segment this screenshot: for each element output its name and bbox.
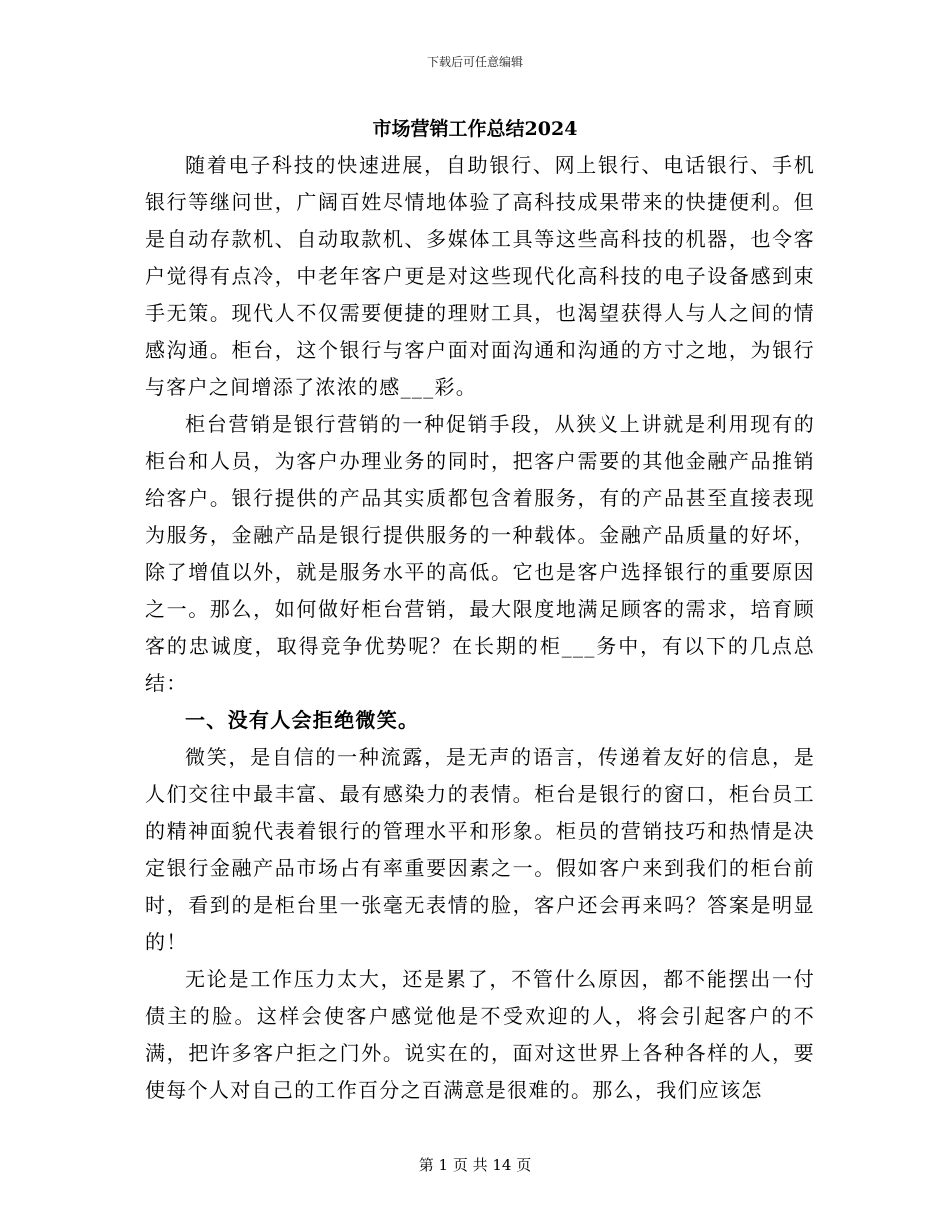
paragraph-counter-marketing: 柜台营销是银行营销的一种促销手段，从狭义上讲就是利用现有的柜台和人员，为客户办理业务的同时，把客户需要的其他金融产品推销给客户。银行提供的产品其实质都包含着服务，有的产品甚至直接表现为服务，金融产品是银行提供服务的一种载体。金融产品质量的好坏，除了增值以外，就是服务水平的高低。它也是客户选择银行的重要原因之一。那么，如何做好柜台营销，最大限度地满足顾客的需求，培育顾客的忠诚度，取得竞争优势呢？在长期的柜___务中，有以下的几点总结： xyxy=(145,412,815,695)
paragraph-smile: 微笑，是自信的一种流露，是无声的语言，传递着友好的信息，是人们交往中最丰富、最有感染力的表情。柜台是银行的窗口，柜台员工的精神面貌代表着银行的管理水平和形象。柜员的营销技巧和热情是决定银行金融产品市场占有率重要因素之一。假如客户来到我们的柜台前时，看到的是柜台里一张毫无表情的脸，客户还会再来吗？答案是明显的！ xyxy=(145,745,815,954)
document-title: 市场营销工作总结2024 xyxy=(372,118,578,140)
page-header-note: 下载后可任意编辑 xyxy=(426,55,523,69)
page-number-footer: 第 1 页 共 14 页 xyxy=(418,1156,532,1174)
paragraph-intro: 随着电子科技的快速进展，自助银行、网上银行、电话银行、手机银行等继问世，广阔百姓尽情地体验了高科技成果带来的快捷便利。但是自动存款机、自动取款机、多媒体工具等这些高科技的机器，也令客户觉得有点冷，中老年客户更是对这些现代化高科技的电子设备感到束手无策。现代人不仅需要便捷的理财工具，也渴望获得人与人之间的情感沟通。柜台，这个银行与客户面对面沟通和沟通的方寸之地，为银行与客户之间增添了浓浓的感___彩。 xyxy=(145,153,815,399)
document-body xyxy=(145,147,815,1109)
paragraph-attitude: 无论是工作压力太大，还是累了，不管什么原因，都不能摆出一付债主的脸。这样会使客户感觉他是不受欢迎的人，将会引起客户的不满，把许多客户拒之门外。说实在的，面对这世界上各种各样的人，要使每个人对自己的工作百分之百满意是很难的。那么，我们应该怎 xyxy=(145,967,815,1102)
section-heading-smile: 一、没有人会拒绝微笑。 xyxy=(185,708,420,732)
